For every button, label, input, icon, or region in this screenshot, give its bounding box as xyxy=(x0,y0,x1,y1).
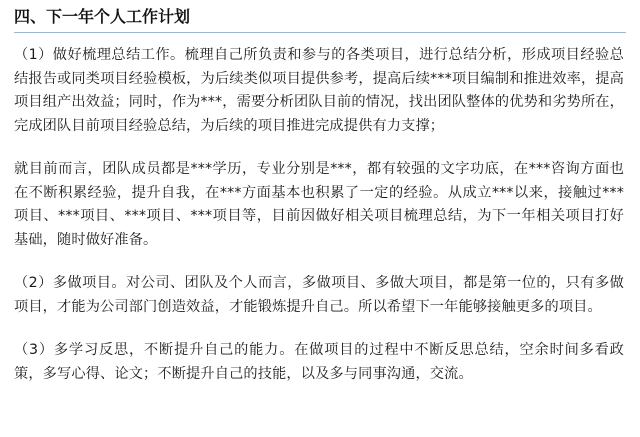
section-heading: 四、下一年个人工作计划 xyxy=(14,7,191,26)
paragraph-learn-reflect: （3）多学习反思，不断提升自己的能力。在做项目的过程中不断反思总结，空余时间多看政策，多写心得、论文；不断提升自己的技能，以及多与同事沟通，交流。 xyxy=(14,342,624,382)
paragraph-team-status: 就目前而言，团队成员都是***学历，专业分别是***，都有较强的文字功底，在***咨询方面也在不断积累经验，提升自我，在***方面基本也积累了一定的经验。从成立***以来，接触过***项目、***项目、***项目、***项目等，目前因做好相关项目梳理总结，为下一年相关项目打好基础，随时做好准备。 xyxy=(14,161,624,248)
paragraph-more-projects: （2）多做项目。对公司、团队及个人而言，多做项目、多做大项目，都是第一位的，只有多做项目，才能为公司部门创造效益，才能锻炼提升自己。所以希望下一年能够接触更多的项目。 xyxy=(14,275,624,315)
heading-divider xyxy=(14,32,626,33)
paragraph-summary-work: （1）做好梳理总结工作。梳理自己所负责和参与的各类项目，进行总结分析，形成项目经验总结报告或同类项目经验模板，为后续类似项目提供参考，提高后续***项目编制和推进效率，提高项目组产出效益；同时，作为***，需要分析团队目前的情况，找出团队整体的优势和劣势所在，完成团队目前项目经验总结，为后续的项目推进完成提供有力支撑； xyxy=(14,47,624,134)
